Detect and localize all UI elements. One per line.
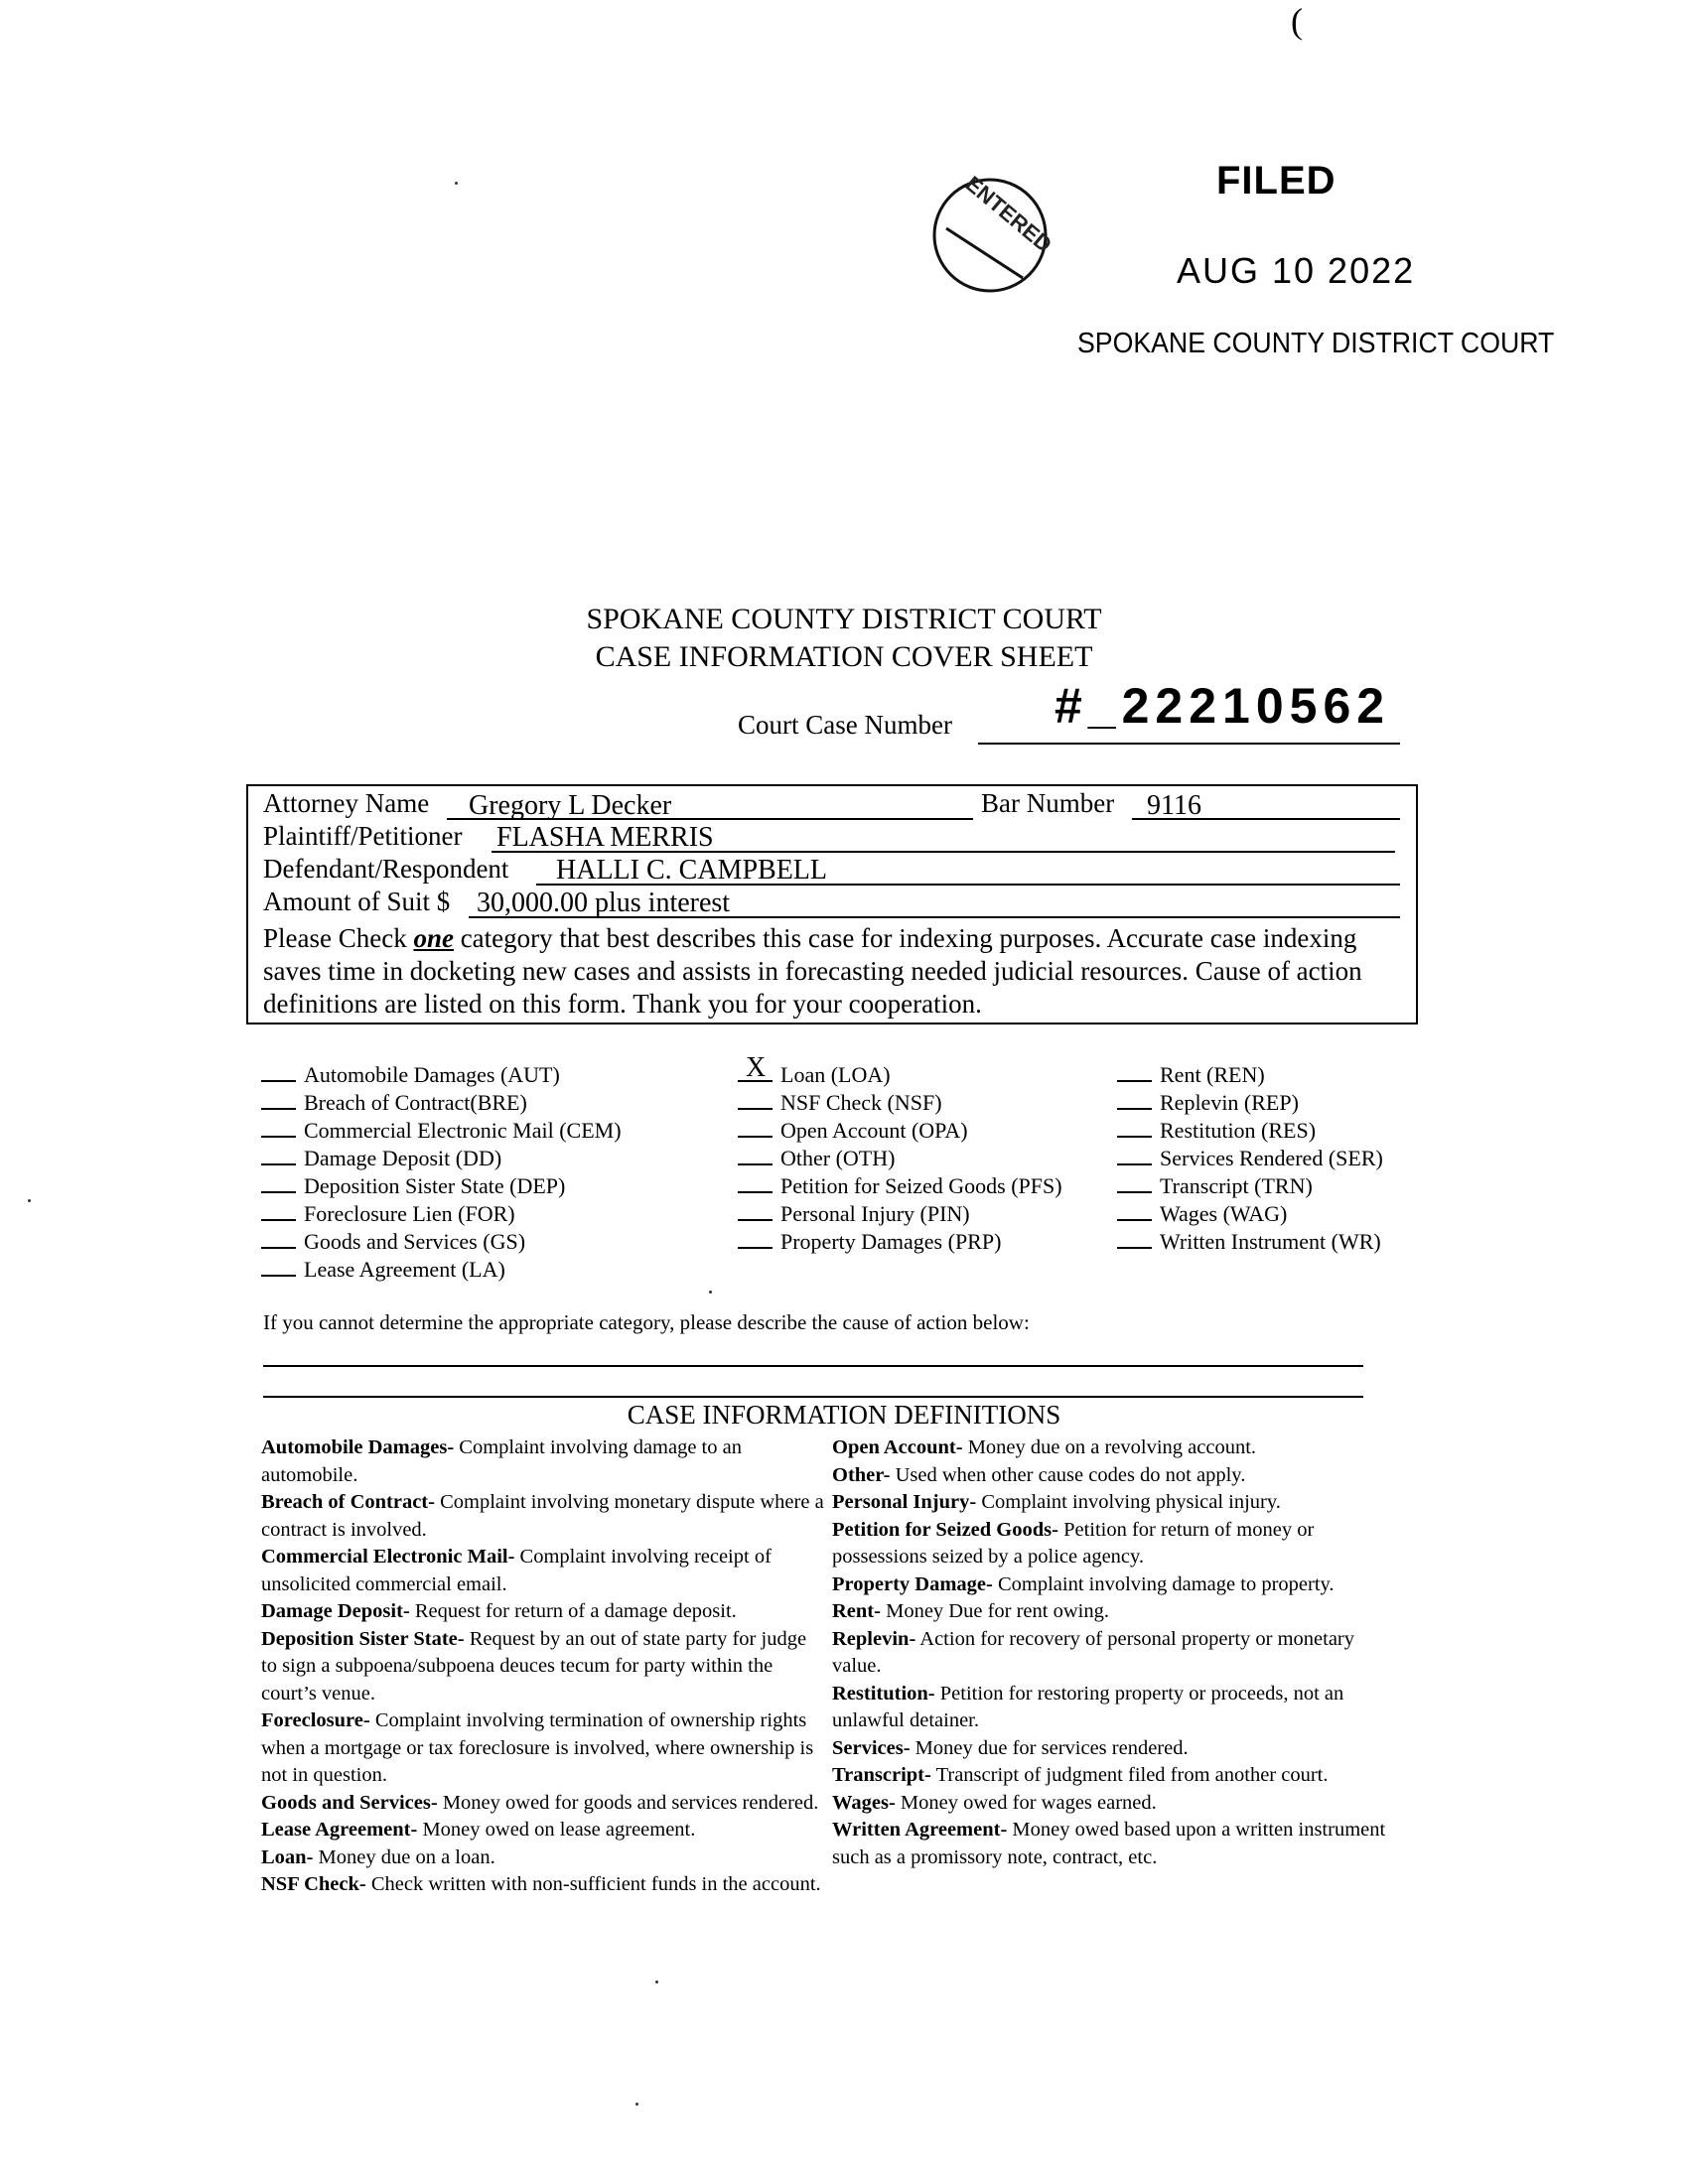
category-option [1117, 1060, 1383, 1088]
definition-term: Commercial Electronic Mail- [261, 1546, 515, 1568]
definition-text: Complaint involving termination of ownership rights when a mortgage or tax foreclosure is involved, where ownership is not in question. [261, 1709, 814, 1786]
definition-item [261, 1871, 827, 1899]
definition-item [261, 1707, 827, 1790]
definition-text: Petition for return of money or possessions seized by a police agency. [832, 1518, 1315, 1568]
cause-description-line-1[interactable] [263, 1365, 1363, 1367]
category-option [261, 1227, 622, 1255]
category-option [1117, 1144, 1383, 1171]
definitions-right-column [832, 1434, 1398, 1871]
category-label: Loan (LOA) [780, 1062, 891, 1087]
category-label: Written Instrument (WR) [1160, 1229, 1381, 1254]
definition-item [832, 1434, 1398, 1462]
attorney-label: Attorney Name [263, 788, 430, 818]
title-sheet: CASE INFORMATION COVER SHEET [595, 640, 1093, 673]
category-option [261, 1088, 622, 1116]
category-option [261, 1199, 622, 1227]
category-label: Property Damages (PRP) [780, 1229, 1002, 1254]
category-checkbox[interactable] [261, 1144, 296, 1165]
document-title [0, 601, 1688, 676]
category-label: Automobile Damages (AUT) [304, 1062, 560, 1087]
definition-text: Money Due for rent owing. [880, 1600, 1109, 1622]
definition-item [832, 1626, 1398, 1681]
category-checkbox[interactable] [738, 1116, 773, 1138]
definition-term: Wages- [832, 1791, 896, 1814]
definition-term: Services- [832, 1736, 911, 1759]
scan-speck [28, 1199, 31, 1202]
definition-item [832, 1571, 1398, 1599]
plaintiff-label: Plaintiff/Petitioner [263, 821, 463, 851]
definition-term: Restitution- [832, 1682, 935, 1705]
category-label: Petition for Seized Goods (PFS) [780, 1173, 1062, 1198]
definition-term: Foreclosure- [261, 1709, 370, 1731]
category-label: Commercial Electronic Mail (CEM) [304, 1118, 622, 1143]
bar-number-label: Bar Number [981, 788, 1115, 818]
definition-text: Money owed for wages earned. [895, 1791, 1157, 1814]
amount-value[interactable]: 30,000.00 plus interest [477, 887, 731, 918]
bar-number-value[interactable]: 9116 [1147, 790, 1201, 821]
category-option [261, 1171, 622, 1199]
definition-item [832, 1489, 1398, 1517]
category-checkbox[interactable] [738, 1052, 773, 1083]
entered-stamp [928, 171, 1057, 298]
cause-description-line-2[interactable] [263, 1396, 1363, 1398]
definition-item [832, 1462, 1398, 1490]
case-info-box [246, 784, 1418, 1024]
category-label: Personal Injury (PIN) [780, 1201, 970, 1226]
definition-item [832, 1790, 1398, 1818]
category-option [261, 1255, 622, 1283]
definition-text: Complaint involving damage to property. [992, 1572, 1335, 1595]
category-label: Foreclosure Lien (FOR) [304, 1201, 515, 1226]
category-label: Restitution (RES) [1160, 1118, 1317, 1143]
definition-text: Complaint involving damage to an automobile. [261, 1436, 742, 1486]
category-checkbox[interactable] [1117, 1116, 1152, 1138]
definition-text: Money owed on lease agreement. [417, 1819, 696, 1841]
instructions-text [263, 922, 1405, 1021]
category-option [261, 1060, 622, 1088]
category-label: Wages (WAG) [1160, 1201, 1288, 1226]
category-label: Damage Deposit (DD) [304, 1146, 502, 1170]
category-label: NSF Check (NSF) [780, 1090, 942, 1115]
category-label: Deposition Sister State (DEP) [304, 1173, 566, 1198]
plaintiff-value[interactable]: FLASHA MERRIS [496, 822, 714, 853]
amount-label: Amount of Suit $ [263, 887, 451, 916]
definition-item [261, 1817, 827, 1844]
category-column-2 [738, 1052, 1062, 1255]
definition-item [261, 1544, 827, 1598]
definition-item [832, 1735, 1398, 1763]
category-option [1117, 1116, 1383, 1144]
definition-text: Money due on a revolving account. [962, 1436, 1257, 1458]
definition-item [832, 1817, 1398, 1871]
definition-term: NSF Check- [261, 1873, 366, 1895]
filed-stamp-court: SPOKANE COUNTY DISTRICT COURT [1077, 328, 1555, 359]
definition-term: Goods and Services- [261, 1791, 438, 1814]
filed-stamp-title: FILED [1216, 159, 1336, 203]
instructions-emphasis: one [413, 923, 454, 953]
instructions-post: category that best describes this case for indexing purposes. Accurate case indexing saves time in docketing new cases and assists in forecasting needed judicial resources. Cause of action definitions are listed on this form. Thank you for your cooperation. [263, 923, 1362, 1019]
category-label: Other (OTH) [780, 1146, 896, 1170]
category-option [738, 1171, 1062, 1199]
entered-stamp-label: ENTERED [960, 171, 1057, 257]
definition-item [832, 1598, 1398, 1626]
category-option [738, 1227, 1062, 1255]
scan-speck [455, 182, 458, 185]
category-checkbox[interactable] [1117, 1227, 1152, 1249]
definition-term: Replevin- [832, 1627, 916, 1650]
definition-term: Personal Injury- [832, 1491, 977, 1513]
corner-mark: ( [1291, 1, 1303, 41]
defendant-label: Defendant/Respondent [263, 854, 509, 884]
attorney-value[interactable]: Gregory L Decker [469, 790, 672, 821]
category-checkbox[interactable] [738, 1171, 773, 1193]
scan-speck [635, 2103, 638, 2106]
definitions-left-column [261, 1434, 827, 1899]
scan-speck [655, 1980, 658, 1983]
definition-text: Complaint involving receipt of unsolicited commercial email. [261, 1546, 772, 1595]
category-column-3 [1117, 1060, 1383, 1255]
category-checkbox[interactable] [261, 1060, 296, 1082]
defendant-value[interactable]: HALLI C. CAMPBELL [556, 855, 827, 886]
category-checkbox[interactable] [1117, 1060, 1152, 1082]
definition-term: Deposition Sister State- [261, 1627, 465, 1650]
category-option [738, 1052, 1062, 1088]
category-checkbox[interactable] [1117, 1171, 1152, 1193]
definition-term: Lease Agreement- [261, 1819, 418, 1841]
definition-text: Money due on a loan. [313, 1845, 495, 1868]
category-option [738, 1144, 1062, 1171]
category-label: Rent (REN) [1160, 1062, 1265, 1087]
definition-item [261, 1790, 827, 1818]
category-option [738, 1116, 1062, 1144]
category-checkbox[interactable] [738, 1227, 773, 1249]
category-checkbox[interactable] [738, 1199, 773, 1221]
definition-item [832, 1762, 1398, 1790]
definition-text: Action for recovery of personal property or monetary value. [832, 1627, 1355, 1677]
definition-item [261, 1598, 827, 1626]
definition-item [832, 1517, 1398, 1571]
category-checkbox[interactable] [261, 1227, 296, 1249]
definition-term: Automobile Damages- [261, 1436, 455, 1458]
definition-text: Money owed based upon a written instrument such as a promissory note, contract, etc. [832, 1819, 1386, 1868]
scan-speck [709, 1291, 712, 1294]
definition-term: Petition for Seized Goods- [832, 1518, 1058, 1541]
category-option [1117, 1199, 1383, 1227]
definition-text: Money owed for goods and services rendered. [437, 1791, 819, 1814]
category-checkbox[interactable] [261, 1088, 296, 1110]
case-number-label: Court Case Number [738, 710, 952, 740]
category-option [738, 1199, 1062, 1227]
definition-term: Written Agreement- [832, 1819, 1008, 1841]
category-checkbox[interactable] [261, 1116, 296, 1138]
definition-text: Request for return of a damage deposit. [409, 1600, 737, 1622]
category-check-mark: X [746, 1052, 767, 1083]
category-checkbox[interactable] [261, 1171, 296, 1193]
definition-term: Property Damage- [832, 1572, 993, 1595]
definition-term: Breach of Contract- [261, 1491, 435, 1513]
definition-text: Used when other cause codes do not apply. [890, 1463, 1246, 1486]
definition-term: Rent- [832, 1600, 881, 1622]
cannot-determine-text: If you cannot determine the appropriate category, please describe the cause of action below: [263, 1310, 1030, 1334]
category-checkbox[interactable] [1117, 1144, 1152, 1165]
category-option [1117, 1171, 1383, 1199]
category-checkbox[interactable] [738, 1144, 773, 1165]
title-court: SPOKANE COUNTY DISTRICT COURT [586, 603, 1102, 635]
category-label: Replevin (REP) [1160, 1090, 1299, 1115]
definitions-heading: CASE INFORMATION DEFINITIONS [627, 1400, 1061, 1430]
definition-text: Complaint involving physical injury. [976, 1491, 1281, 1513]
definition-term: Loan- [261, 1845, 314, 1868]
definition-term: Open Account- [832, 1436, 963, 1458]
definition-item [832, 1681, 1398, 1735]
category-label: Lease Agreement (LA) [304, 1257, 505, 1282]
definition-term: Damage Deposit- [261, 1600, 410, 1622]
category-label: Goods and Services (GS) [304, 1229, 526, 1254]
category-checkbox[interactable] [1117, 1088, 1152, 1110]
definition-text: Money due for services rendered. [910, 1736, 1189, 1759]
category-option [261, 1116, 622, 1144]
definition-text: Petition for restoring property or proceeds, not an unlawful detainer. [832, 1682, 1344, 1731]
category-label: Open Account (OPA) [780, 1118, 968, 1143]
case-number-line [978, 743, 1400, 745]
instructions-pre: Please Check [263, 923, 414, 953]
category-label: Transcript (TRN) [1160, 1173, 1313, 1198]
definition-item [261, 1489, 827, 1544]
definition-text: Complaint involving monetary dispute where a contract is involved. [261, 1491, 824, 1541]
definition-item [261, 1626, 827, 1708]
definition-term: Transcript- [832, 1764, 931, 1786]
definition-text: Check written with non-sufficient funds in the account. [365, 1873, 821, 1895]
definition-item [261, 1434, 827, 1489]
definition-text: Transcript of judgment filed from another court. [930, 1764, 1329, 1786]
category-column-1 [261, 1060, 622, 1283]
category-label: Services Rendered (SER) [1160, 1146, 1383, 1170]
case-number-value: #_22210562 [1055, 678, 1391, 734]
definition-term: Other- [832, 1463, 891, 1486]
category-option [738, 1088, 1062, 1116]
category-option [1117, 1088, 1383, 1116]
category-checkbox[interactable] [1117, 1199, 1152, 1221]
category-option [1117, 1227, 1383, 1255]
filed-stamp-date: AUG 10 2022 [1177, 250, 1416, 291]
definition-text: Request by an out of state party for judge to sign a subpoena/subpoena deuces tecum for party within the court’s venue. [261, 1627, 807, 1705]
category-checkbox[interactable] [738, 1088, 773, 1110]
definition-item [261, 1844, 827, 1872]
category-option [261, 1144, 622, 1171]
category-label: Breach of Contract(BRE) [304, 1090, 527, 1115]
category-checkbox[interactable] [261, 1255, 296, 1277]
category-checkbox[interactable] [261, 1199, 296, 1221]
